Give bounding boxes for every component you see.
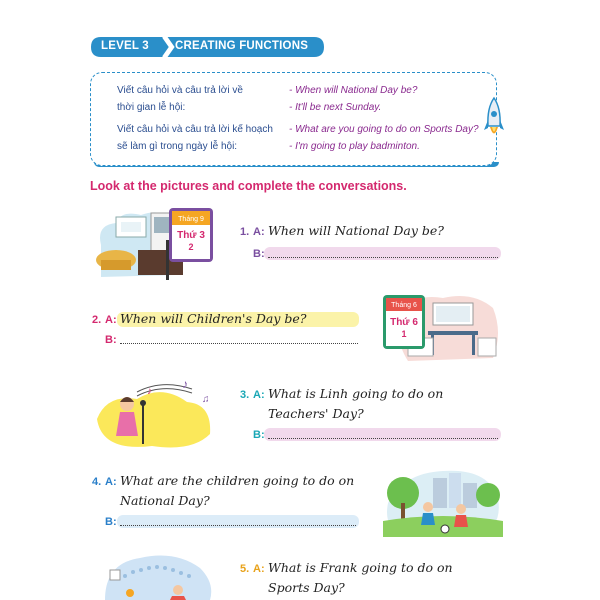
item-5-question-line2: Sports Day? (268, 580, 345, 595)
cal-2-month: Tháng 6 (391, 302, 417, 309)
item-1-a-label: A: (253, 226, 265, 238)
svg-text:♫: ♫ (202, 394, 210, 405)
info-en-2: - It'll be next Sunday. (289, 102, 382, 113)
exercise-instruction: Look at the pictures and complete the conversations. (90, 179, 407, 193)
item-3-question-line1: What is Linh going to do on (268, 386, 444, 401)
rocket-icon (483, 96, 505, 148)
level-banner (90, 36, 325, 58)
info-vi-2: thời gian lễ hội: (117, 102, 186, 113)
info-en-1: - When will National Day be? (289, 85, 418, 96)
info-vi-3: Viết câu hỏi và câu trả lời kế hoạch (117, 124, 273, 135)
item-4-answer-line[interactable] (120, 514, 356, 526)
cal-1-day: Thứ 3 (177, 230, 205, 241)
park-children-illustration (383, 463, 503, 537)
cal-1-month: Tháng 9 (178, 216, 204, 223)
item-2-number: 2. (92, 314, 102, 326)
svg-text:♪: ♪ (147, 386, 152, 397)
singing-girl-illustration (92, 374, 216, 452)
living-room-illustration (91, 205, 216, 283)
info-vi-1: Viết câu hỏi và câu trả lời về (117, 85, 243, 96)
item-3-number: 3. (240, 389, 250, 401)
item-2-answer-line[interactable] (120, 332, 358, 344)
info-en-3: - What are you going to do on Sports Day? (289, 124, 479, 135)
item-1-question: When will National Day be? (268, 223, 445, 238)
item-3-question-line2: Teachers' Day? (268, 406, 364, 421)
item-1-number: 1. (240, 226, 250, 238)
item-5-number: 5. (240, 563, 250, 575)
info-vi-4: sẽ làm gì trong ngày lễ hội: (117, 141, 238, 152)
item-4-number: 4. (92, 476, 102, 488)
section-title: CREATING FUNCTIONS (175, 40, 309, 52)
item-5-a-label: A: (253, 563, 265, 575)
classroom-illustration (383, 293, 503, 365)
cal-2-day: Thứ 6 (390, 317, 418, 328)
item-4-question-line2: National Day? (120, 493, 210, 508)
item-5-question-line1: What is Frank going to do on (268, 560, 453, 575)
item-4-a-label: A: (105, 476, 117, 488)
item-2-question: When will Children's Day be? (120, 311, 307, 326)
item-1-answer-line[interactable] (268, 246, 498, 258)
sports-illustration (100, 548, 215, 600)
cal-2-date: 1 (401, 329, 407, 339)
item-4-question-line1: What are the children going to do on (120, 473, 355, 488)
item-2-b-label: B: (105, 334, 117, 346)
item-1-b-label: B: (253, 248, 265, 260)
item-2-a-label: A: (105, 314, 117, 326)
item-3-a-label: A: (253, 389, 265, 401)
info-en-4: - I'm going to play badminton. (289, 141, 420, 152)
item-3-answer-line[interactable] (268, 427, 498, 439)
svg-text:♪: ♪ (182, 377, 188, 391)
cal-1-date: 2 (188, 242, 194, 252)
item-4-b-label: B: (105, 516, 117, 528)
level-label: LEVEL 3 (101, 40, 149, 52)
item-3-b-label: B: (253, 429, 265, 441)
